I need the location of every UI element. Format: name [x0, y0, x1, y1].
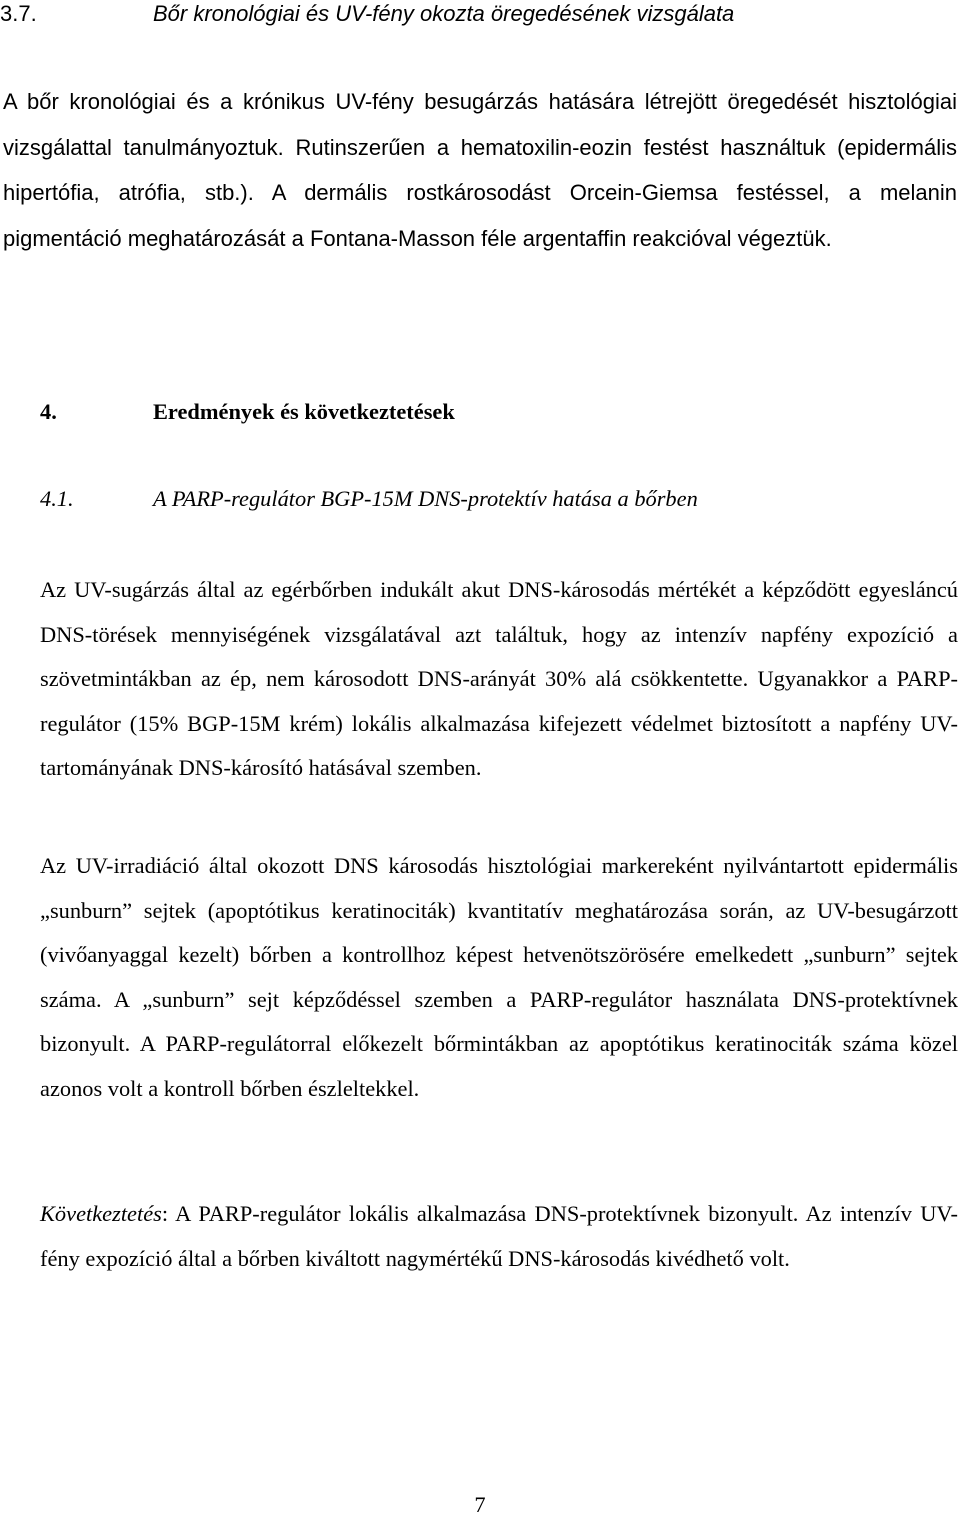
page-number: 7: [474, 1492, 486, 1517]
section-3-7-number: 3.7.: [0, 1, 37, 26]
section-4-title: Eredmények és következtetések: [153, 399, 455, 424]
section-4-1-number: 4.1.: [40, 486, 74, 511]
section-4-1-title: A PARP-regulátor BGP-15M DNS-protektív hatása a bőrben: [153, 486, 698, 511]
conclusion-label: Következtetés: [40, 1201, 162, 1226]
section-3-7-paragraph: A bőr kronológiai és a krónikus UV-fény besugárzás hatására létrejött öregedését hisztológiai vizsgálattal tanulmányoztuk. Rutinszerűen a hematoxilin-eozin festést használtuk (epidermális hipertófia, atrófia, stb.). A dermális rostkárosodást Orcein-Giemsa festéssel, a melanin pigmentáció meghatározását a Fontana-Masson féle argentaffin reakcióval végeztük.: [3, 89, 957, 251]
conclusion-paragraph: [40, 1192, 958, 1281]
section-4-1-paragraph-2: Az UV-irradiáció által okozott DNS károsodás hisztológiai markereként nyilvántartott epidermális „sunburn” sejtek (apoptótikus keratinociták) kvantitatív meghatározása során, az UV-besugárzott (vivőanyaggal kezelt) bőrben a kontrollhoz képest hetvenötszörösére emelkedett „sunburn” sejtek száma. A „sunburn” sejt képződéssel szemben a PARP-regulátor használata DNS-protektívnek bizonyult. A PARP-regulátorral előkezelt bőrmintákban az apoptótikus keratinociták száma közel azonos volt a kontroll bőrben észleltekkel.: [40, 853, 958, 1101]
conclusion-text: : A PARP-regulátor lokális alkalmazása DNS-protektívnek bizonyult. Az intenzív UV-fény expozíció által a bőrben kiváltott nagymértékű DNS-károsodás kivédhető volt.: [40, 1201, 958, 1271]
section-4-number: 4.: [40, 399, 57, 424]
section-3-7-title: Bőr kronológiai és UV-fény okozta öregedésének vizsgálata: [153, 1, 735, 26]
section-4-1-paragraph-1: Az UV-sugárzás által az egérbőrben indukált akut DNS-károsodás mértékét a képződött egyesláncú DNS-törések mennyiségének vizsgálatával azt találtuk, hogy az intenzív napfény expozíció a szövetmintákban az ép, nem károsodott DNS-arányát 30% alá csökkentette. Ugyanakkor a PARP-regulátor (15% BGP-15M krém) lokális alkalmazása kifejezett védelmet biztosított a napfény UV-tartományának DNS-károsító hatásával szemben.: [40, 577, 958, 781]
